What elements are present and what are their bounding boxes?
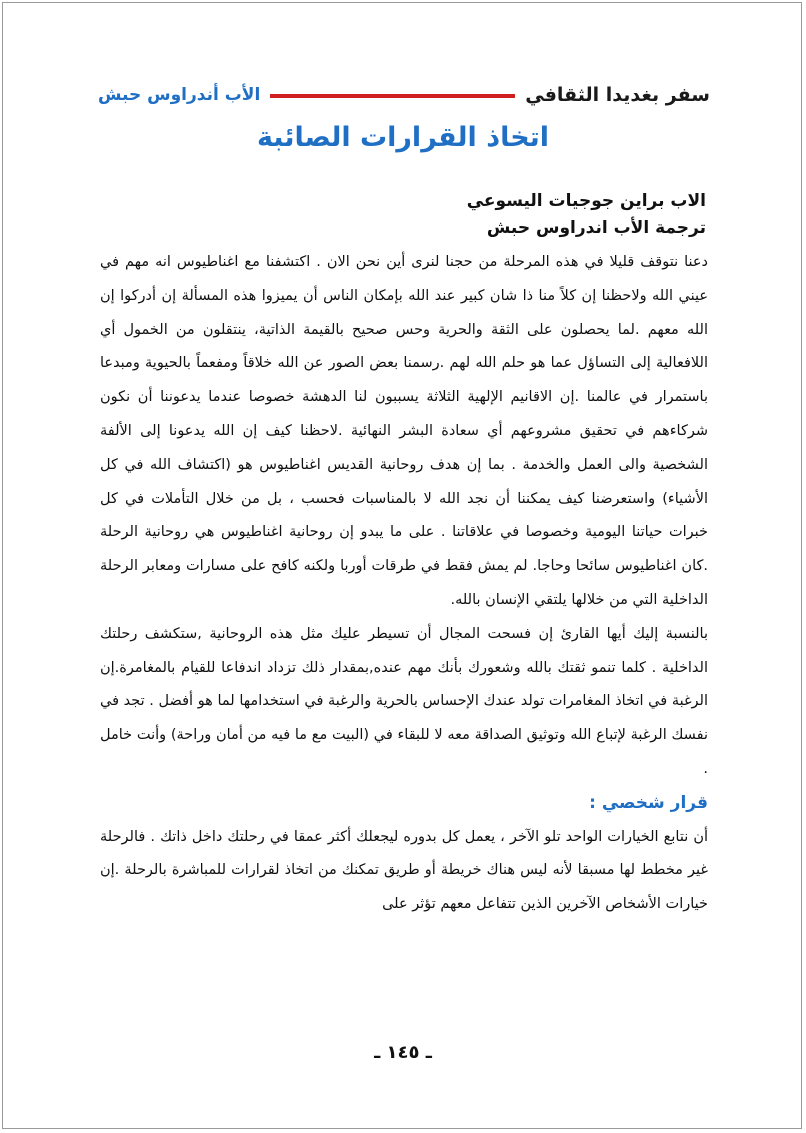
article-title: اتخاذ القرارات الصائبة (256, 122, 550, 153)
paragraph-2: بالنسبة إليك أيها القارئ إن فسحت المجال أن تسيطر عليك مثل هذه الروحانية ,ستكشف رحلتك الداخلية . كلما تنمو ثقتك بالله وشعورك بأنك مهم عنده,بمقدار ذلك تزداد اندفاعا للقيام بالمغامرة.إن الرغبة في اتخاذ المغامرات تولد عندك الإحساس بالحرية والرغبة في استخدامها لما هو أفضل . تجد في نفسك الرغبة لإتباع الله وتوثيق الصداقة معه لا للبقاء في (البيت مع ما فيه من أمان وراحة) وأنت خامل . (100, 625, 708, 777)
page-number: ـ ١٤٥ ـ (374, 1042, 432, 1063)
translator-line: ترجمة الأب اندراوس حبش (486, 218, 706, 238)
article-body (100, 246, 708, 922)
author-line: الاب براين جوجيات اليسوعي (466, 191, 706, 211)
header-author-name: الأب أندراوس حبش (98, 82, 270, 108)
section-heading: قرار شخصي : (589, 792, 708, 813)
section-paragraph: أن نتابع الخيارات الواحد تلو الآخر ، يعمل كل بدوره ليجعلك أكثر عمقا في رحلتك داخل ذاتك . فالرحلة غير مخطط لها مسبقا لأنه ليس هناك خريطة أو طريق تمكنك من اتخاذ لقرارات للمباشرة بالرحلة .إن خيارات الأشخاص الآخرين الذين تتفاعل معهم تؤثر على (100, 828, 708, 913)
paragraph-1: دعنا نتوقف قليلا في هذه المرحلة من حجنا لنرى أين نحن الان . اكتشفنا مع اغناطيوس انه مهم في عيني الله ولاحظنا إن كلاً منا ذا شان كبير عند الله بإمكان الناس أن يميزوا هذه المسألة إن أدركوا إن الله معهم .لما يحصلون على الثقة والحرية وحس صحيح بالقيمة الذاتية، ينتقلون من الخمول أي اللافعالية إلى التساؤل عما هو حلم الله لهم .رسمنا بعض الصور عن الله خلاقاً ومفعماً بالحيوية ومبدعا باستمرار في عالمنا .إن الاقانيم الإلهية الثلاثة يسببون لنا الدهشة خصوصا عندما يدعوننا أن نكون شركاءهم في تحقيق مشروعهم أي سعادة البشر النهائية .لاحظنا كيف إن الله يدعونا إلى الألفة الشخصية والى العمل والخدمة . بما إن هدف روحانية القديس اغناطيوس هو (اكتشاف الله في كل الأشياء) واستعرضنا كيف يمكننا أن نجد الله لا بالمناسبات فحسب ، بل من خلال التأملات في كل خبرات حياتنا اليومية وخصوصا في علاقاتنا . على ما يبدو إن روحانية اغناطيوس هي روحانية الرحلة .كان اغناطيوس سائحا وحاجا. لم يمش فقط في طرقات أوربا ولكنه كافح على مسارات ومعابر الرحلة الداخلية التي من خلالها يلتقي الإنسان بالله. (100, 254, 708, 608)
series-title: سفر بغديدا الثقافي (515, 82, 710, 108)
running-header (98, 82, 710, 108)
